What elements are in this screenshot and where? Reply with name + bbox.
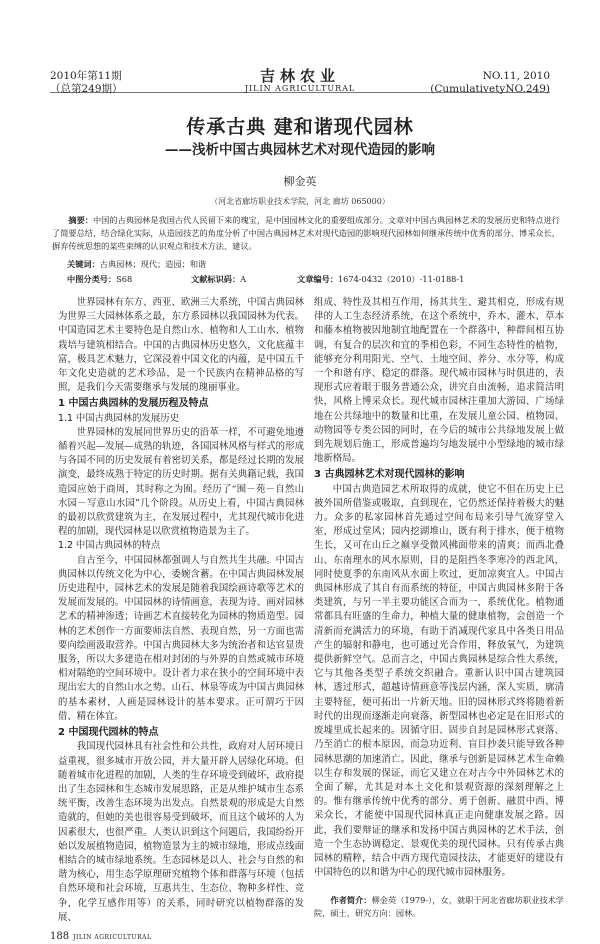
article-subtitle: ——浅析中国古典园林艺术对现代造园的影响 bbox=[165, 142, 435, 158]
clc-label: 中图分类号： bbox=[67, 274, 117, 284]
footer-journal-name: JILIN AGRICULTURAL bbox=[73, 934, 152, 941]
author: 柳金英 bbox=[283, 175, 317, 188]
issue-en bbox=[410, 70, 550, 96]
running-header bbox=[50, 67, 550, 95]
article-title: 传承古典 建和谐现代园林 bbox=[186, 116, 414, 138]
right-column bbox=[314, 296, 564, 920]
issue-number-cn: 2010年第11期 bbox=[50, 70, 122, 82]
classification-line bbox=[67, 273, 547, 285]
section-heading-1: 1 中国古典园林的发展历程及特点 bbox=[58, 398, 209, 410]
paragraph-1-1: 世界园林的发展同世界历史的沿革一样，不可避免地遵循着兴起—发展—成熟的轨迹，各国园林风格与样式的形成与各国不同的历史发展有着密切关系，都是经过长期的发展演变，最终成熟于特定的历史时期。据有关典籍记载，我国造园应始于商周，其时称之为囿。经历了“囿－苑－自然山水园－写意山水园”几个阶段。从历史上看，中国古典园林的最初以欣赏建筑为主，在发展过程中，尤其现代城市化进程的加剧，现代园林是以欣赏植物造景为主了。 bbox=[58, 426, 304, 538]
section-heading-3: 3 古典园林艺术对现代园林的影响 bbox=[314, 469, 465, 481]
intro-paragraph: 世界园林有东方、西亚、欧洲三大系统，中国古典园林为世界三大园林体系之最，东方系园林以我国园林为代表。中国造园艺术主要特色是自然山水、植物和人工山水、植物栽培与建筑相结合。中国的古典园林历史悠久，文化底蕴丰富，极具艺术魅力，它深浸着中国文化的内蕴，是中国五千年文化史造就的艺术珍品，是一个民族内在精神品格的写照，是我们今天需要继承与发展的瑰丽事业。 bbox=[58, 297, 304, 394]
keywords-label: 关键词： bbox=[67, 259, 100, 269]
article-number-value: 1674-0432（2010）-11-0188-1 bbox=[337, 274, 465, 284]
total-issue-cn: （总第249期） bbox=[50, 83, 123, 95]
total-issue-en: (CumulativetyNO.249) bbox=[430, 83, 550, 95]
page-footer bbox=[50, 931, 151, 944]
abstract bbox=[52, 214, 560, 253]
keywords-text: 古典园林；现代；造园；和谐 bbox=[99, 259, 207, 269]
subsection-heading-1-1: 1.1 中国古典园林的发展历史 bbox=[58, 412, 180, 424]
author-bio-text: 柳金英（1979-），女，就职于河北省廊坊职业技术学院，硕士，研究方向：园林。 bbox=[314, 895, 564, 919]
affiliation: （河北省廊坊职业技术学院，河北 廊坊 065000） bbox=[210, 197, 390, 206]
journal-name bbox=[220, 68, 380, 94]
abstract-text: 中国的古典园林是我国古代人民留下来的瑰宝，是中国园林文化的重要组成部分。文章对中国古典园林艺术的发展历史和特点进行了简要总结，结合绿化实际，从造园技艺的角度分析了中国古典园林艺术对现代造园的影响现代园林如何继承传统中优秀的部分、博采众长，摒弃传统思想的某些束缚的认识观点和技术方法、建议。 bbox=[52, 215, 560, 251]
page-number: 188 bbox=[50, 931, 70, 942]
paragraph-2: 我国现代园林具有社会性和公共性，政府对人居环境日益重视，很多城市开放公园，并大量开辟人居绿化环境。但随着城市化进程的加剧，人类的生存环境受到破坏，政府提出了生态园林和生态城市发展思路，正是从维护城市生态系统平衡，改善生态环境为出发点。自然景观的形成是大自然造就的，但她的美也很容易受到破坏，而且这个破坏的人为因素很大，也很严重。人类认识到这个问题后，我国纷纷开始以发展植物造园，植物造景为主的城市绿地，形成点线面相结合的城市绿地系统。生态园林是以人、社会与自然的和谐为核心，用生态学原理研究植物个体和群落与环境（包括自然环境和社会环境，互惠共生、生态位、物种多样性、竞争，化学互感作用等）的关系，同时研究以植物群落的发展、 bbox=[58, 741, 304, 923]
paragraph-1-2: 自古至今，中国园林都强调人与自然共生共融。中国古典园林以传统文化为中心，委婉含蓄。在中国古典园林发展历史进程中，园林艺术的发展是随着我国绘画诗歌等艺术的发展而发展的。中国园林的诗情画意，表现为诗、画对园林艺术的精神渗透；诗画艺术直接转化为园林的物质造型。园林的艺术创作一方面要师法自然、表现自然，另一方面也需要向绘画汲取营养。中国古典园林大多为统治者和达官显贵服务，所以大多建造在相对封闭的与外界的自然或城市环境相对隔绝的空间环境中。设计者力求在狭小的空间环境中表现出宏大的自然山水之势。山石、林泉等成为中国古典园林的基本素材，人画是园林设计的基本要求。正可谓巧于因借、精在体宜。 bbox=[58, 554, 304, 722]
keywords bbox=[67, 258, 206, 270]
journal-name-cn: 吉林农业 bbox=[259, 67, 340, 85]
paragraph-3: 中国古典造园艺术所取得的成就，使它不但在历史上已被外国所借鉴或吸取，直到现在，它仍然还保持着极大的魅力。众多的私家园林首先通过空间布局来引导气流穿堂入室，形成过堂风；园内挖湖堆山，既有利于排水，便于植物生长，又可在山丘之巅享受微风拂面带来的清爽；而西北叠山、东南理水的风水原则，目的是阻挡冬季寒冷的西北风，同时使夏季的东南风从水面上吹过，更加凉爽宜人。中国古典园林形成了其自有而系统的特征，中国古典园林多附于各类建筑，与另一半主要功能区合而为一，系统优化。植物通常都具有旺盛的生命力，种植大量的健康植物，会创造一个清新而充满活力的环境，有助于消减现代家具中各类日用品产生的辐射和静电，也可通过光合作用，释放氧气，为建筑提供新鲜空气。总而言之，中国古典园林是综合性大系统，它与其他各类型子系统交织融合。重新认识中国古建筑园林，透过形式，超越诗情画意等浅层内涵，深人实质，廓清主要特征，便可拓出一片新天地。旧的园林形式终将随着新时代的出现而逐渐走向衰落，新型园林也必定是在旧形式的废墟里成长起来的。因循守旧、固步自封是园林形式衰落、乃至消亡的根本原因，而急功近利、盲目抄袭只能导致各种园林思潮的加速消亡。因此，继承与创新是园林艺术生命赖以生存和发展的保证，而它又建立在对古今中外园林艺术的全面了解，尤其是对本土文化和景观资源的深刻理解之上的。惟有继承传统中优秀的部分、勇于创新、融贯中西、博采众长，才能使中国现代园林真正走向健康发展之路。因此，我们要辩证的继承和发扬中国古典园林的艺术手法，创造一个生态协调稳定、景观优美的现代园林。只有传承古典园林的精粹，结合中西方现代造园技法，才能更好的建设有中国特色的以和谐为中心的现代城市园林服务。 bbox=[314, 483, 564, 879]
journal-name-en: JILIN AGRICULTURAL bbox=[244, 84, 356, 93]
issue-number-en: NO.11, 2010 bbox=[482, 70, 550, 82]
subsection-heading-1-2: 1.2 中国古典园林的特点 bbox=[58, 540, 161, 552]
article-number-label: 文章编号： bbox=[297, 274, 338, 284]
author-bio-label: 作者简介： bbox=[330, 895, 372, 906]
section-heading-2: 2 中国现代园林的特点 bbox=[58, 727, 159, 739]
issue-cn bbox=[50, 70, 180, 96]
left-column bbox=[58, 296, 304, 925]
paragraph-2-continued: 组成、特性及其相互作用，扬其共生、避其相克，形成有规律的人工生态经济系统，在这个系统中，乔木、灌木、草本和藤本植物被因地制宜地配置在一个群落中，种群间相互协调，有复合的层次和宜的季相色彩，不同生态特性的植物，能够充分利用阳光、空气、土地空间、养分、水分等，构成一个和谐有序、稳定的群落。现代城市园林与时俱进的，表现形式应着眼于服务普通公众，讲究自由流畅，追求简洁明快，风格上博采众长。现代城市园林注重加大游园、广场绿地在公共绿地中的数量和比重，在发展儿童公园、植物园、动物园等专类公园的同时，在今后的城市公共绿地发展上做到先规划后施工，形成普遍均匀地发展中小型绿地的城市绿地新格局。 bbox=[314, 297, 564, 465]
doc-code-label: 文献标识码： bbox=[191, 274, 241, 284]
clc-value: S68 bbox=[116, 274, 133, 284]
abstract-label: 摘要： bbox=[68, 215, 93, 225]
doc-code-value: A bbox=[240, 274, 247, 284]
author-bio bbox=[314, 894, 564, 920]
